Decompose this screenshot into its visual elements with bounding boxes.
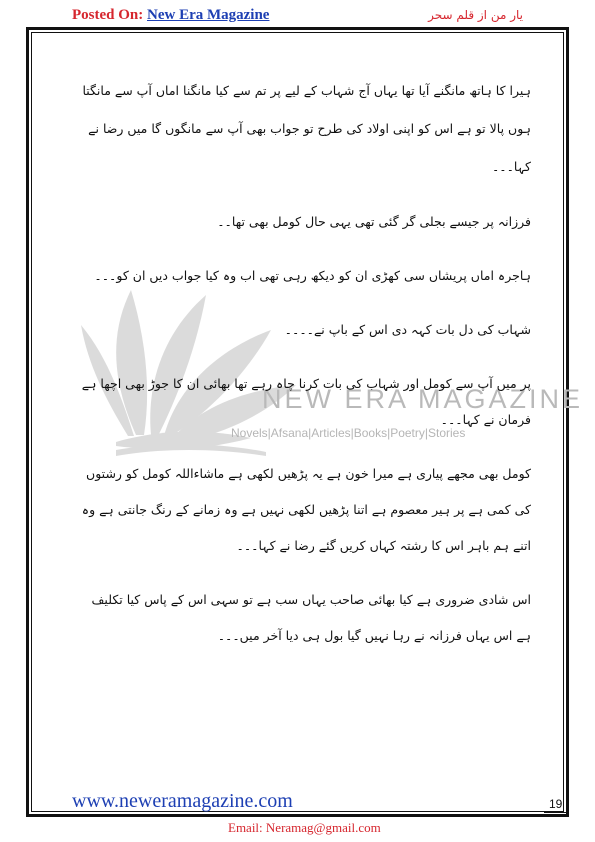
story-body [75,72,531,672]
paragraph: پر میں آپ سے کومل اور شہاب کی بات کرنا چاہ رہے تھا بھائی ان کا جوڑ بھی اچھا ہے فرمان نے کہا۔۔۔ [81,376,531,427]
page-number: 19 [549,797,563,811]
magazine-link[interactable]: New Era Magazine [147,7,270,23]
paragraph: ہاجرہ اماں پریشاں سی کھڑی ان کو دیکھ رہی تھی اب وہ کیا جواب دیں ان کو۔۔۔ [94,268,531,283]
paragraph: شہاب کی دل بات کہہ دی اس کے باپ نے۔۔۔۔ [284,322,531,337]
watermark-title: NEW ERA MAGAZINE [262,384,584,414]
watermark-tagline: Novels|Afsana|Articles|Books|Poetry|Stories [231,426,466,440]
paragraph: اس شادی ضروری ہے کیا بھائی صاحب یہاں سب ہے تو سہی اس کے پاس کیا تکلیف ہے اس یہاں فرزانہ نے رہا نہیں گیا بول ہی دیا آخر میں۔۔۔ [91,592,531,643]
paragraph: فرزانہ پر جیسے بجلی گر گئی تھی یہی حال کومل بھی تھا۔۔ [217,214,531,229]
page-number-rule [544,812,569,813]
author-credit: یار من از قلم سحر [428,8,523,22]
website-link[interactable]: www.neweramagazine.com [72,790,293,812]
paragraph: کومل بھی مجھے پیاری ہے میرا خون ہے یہ پڑھیں لکھی ہے ماشاءاللہ کومل کو رشتوں کی کمی ہے پر ہیر معصوم ہے اتنا پڑھیں لکھی نہیں ہے وہ زمانے کے رنگ جانتی ہے وہ اتنے ہم باہر اس کا رشتہ کہاں کریں گئے رضا نے کہا۔۔۔ [81,466,531,553]
contact-email[interactable]: Email: Neramag@gmail.com [228,820,381,835]
paragraph: ہیرا کا ہاتھ مانگنے آیا تھا یہاں آج شہاب کے لیے پر تم سے کیا مانگنا اماں آپ سے مانگتا ہوں پالا تو ہے اس کو اپنی اولاد کی طرح تو جواب بھی آپ سے مانگوں گا میں رضا نے کہا۔۔۔ [82,83,531,174]
posted-on-header [72,7,269,24]
posted-on-label: Posted On: [72,7,147,23]
